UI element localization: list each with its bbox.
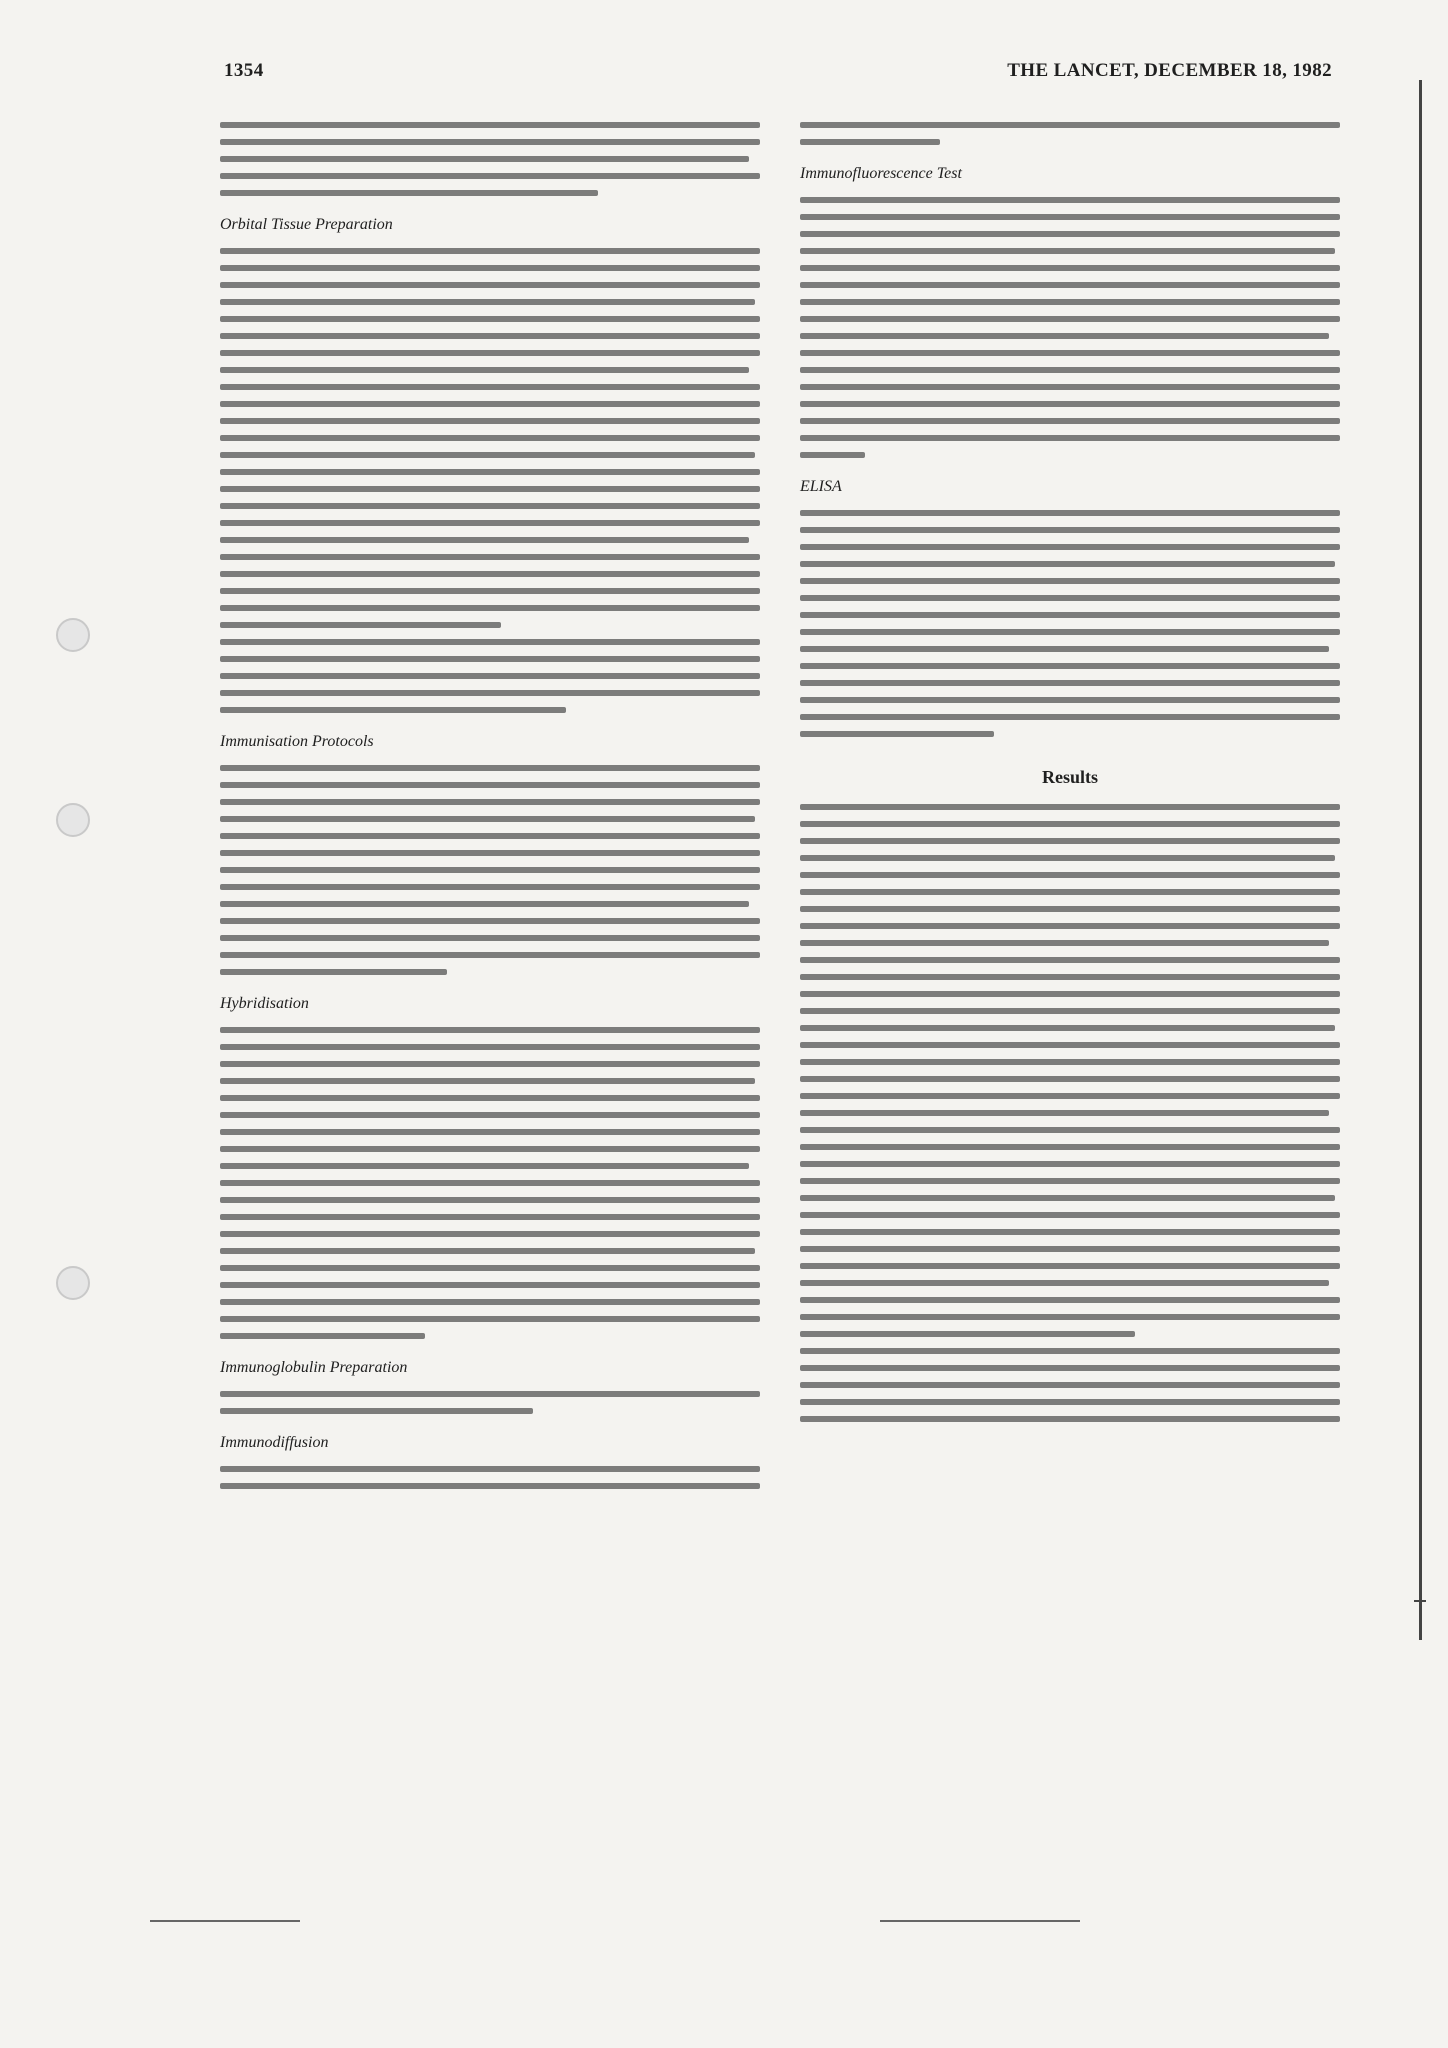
punch-hole-lower [56, 1266, 90, 1300]
text-block-immunisation [220, 765, 760, 975]
text-block-immunofluorescence [800, 197, 1340, 458]
page-number: 1354 [224, 60, 264, 81]
journal-reference: THE LANCET, DECEMBER 18, 1982 [1007, 60, 1332, 81]
footer-dash-left [150, 1920, 300, 1922]
binding-edge-tick [1414, 1600, 1426, 1602]
right-column [800, 122, 1340, 1422]
heading-immunoglobulin-preparation: Immunoglobulin Preparation [220, 1359, 408, 1376]
text-block-soluble-antigen [220, 639, 760, 713]
text-block-results [800, 804, 1340, 1337]
heading-immunisation-protocols: Immunisation Protocols [220, 733, 374, 750]
text-block-elisa [800, 510, 1340, 737]
text-block-hybridisation [220, 1027, 760, 1339]
left-column [220, 122, 760, 1489]
heading-elisa: ELISA [800, 478, 842, 495]
footer-dash-right [880, 1920, 1080, 1922]
punch-hole-upper [56, 618, 90, 652]
punch-hole-middle [56, 803, 90, 837]
heading-results: Results [1041, 767, 1098, 787]
text-block-orbital-tissue [220, 248, 760, 628]
text-block-immunoglobulin [220, 1391, 760, 1414]
text-block-immunodiffusion [220, 1466, 760, 1489]
text-block-antisera [800, 122, 1340, 145]
text-block-intro [220, 122, 760, 196]
binding-edge-line [1419, 80, 1422, 1640]
text-block-results-continued [800, 1348, 1340, 1422]
heading-orbital-tissue-preparation: Orbital Tissue Preparation [220, 216, 393, 233]
heading-immunodiffusion: Immunodiffusion [220, 1434, 329, 1451]
heading-hybridisation: Hybridisation [220, 995, 309, 1012]
heading-immunofluorescence-test: Immunofluorescence Test [800, 165, 962, 182]
